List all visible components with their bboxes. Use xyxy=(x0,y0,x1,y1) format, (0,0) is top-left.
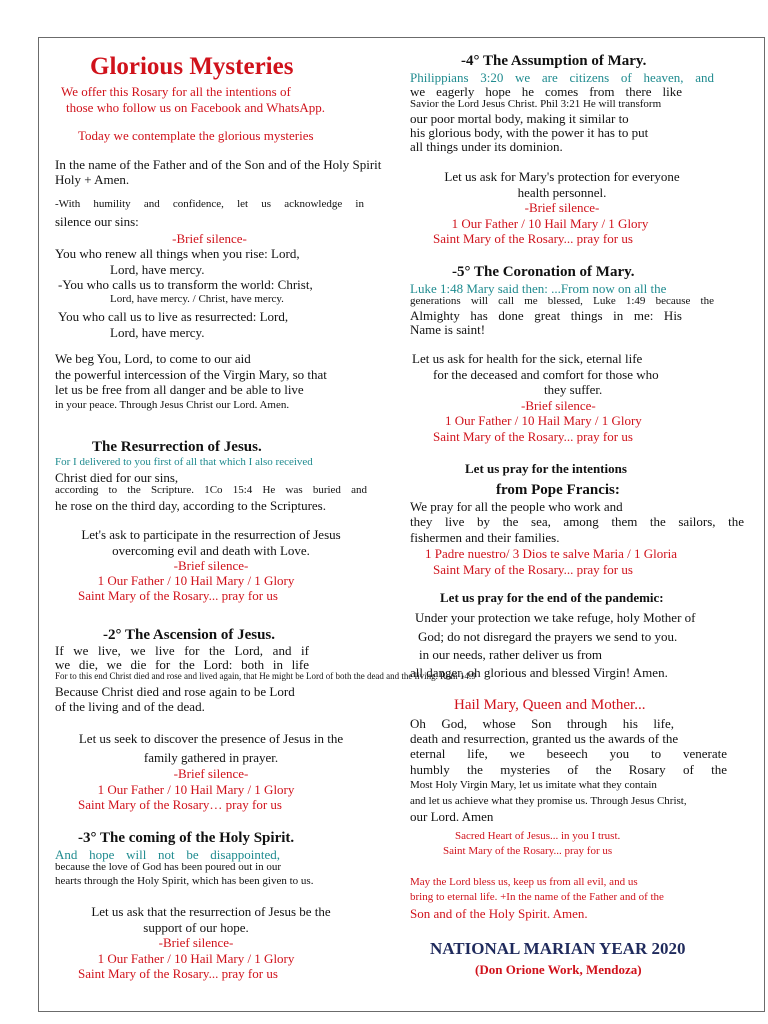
pandemic-line-3: in our needs, rather deliver us from xyxy=(419,647,603,662)
pandemic-line-1: Under your protection we take refuge, holy Mother of xyxy=(415,610,696,625)
renew-line-1: You who renew all things when you rise: Lord, xyxy=(55,246,300,261)
assumption-line-2: we eagerly hope he comes from there like xyxy=(410,84,682,99)
ascension-line-5: of the living and of the dead. xyxy=(55,699,205,714)
live-line-2: Lord, have mercy. xyxy=(110,325,205,340)
ascension-prayer: 1 Our Father / 10 Hail Mary / 1 Glory xyxy=(97,782,295,797)
offer-line-2: those who follow us on Facebook and WhatsApp. xyxy=(66,100,326,115)
hail-line-1: Oh God, whose Son through his life, xyxy=(410,716,674,731)
resurrection-line-6: overcoming evil and death with Love. xyxy=(112,543,310,558)
blessing-line-2: bring to eternal life. +In the name of the Father and of the xyxy=(410,891,664,903)
coronation-line-6: for the deceased and comfort for those who xyxy=(433,367,659,382)
hail-line-7: our Lord. Amen xyxy=(410,809,494,824)
national-marian-year: NATIONAL MARIAN YEAR 2020 xyxy=(430,939,686,958)
pope-line-1: We pray for all the people who work and xyxy=(410,499,623,514)
humility-line-1: -With humility and confidence, let us acknowledge in xyxy=(55,198,364,210)
call-line-2: Lord, have mercy. / Christ, have mercy. xyxy=(110,293,284,305)
holy-spirit-prayer: 1 Our Father / 10 Hail Mary / 1 Glory xyxy=(97,951,295,966)
resurrection-line-5: Let's ask to participate in the resurrection of Jesus xyxy=(81,527,341,542)
assumption-prayer: 1 Our Father / 10 Hail Mary / 1 Glory xyxy=(451,216,649,231)
coronation-saint: Saint Mary of the Rosary... pray for us xyxy=(433,429,633,444)
coronation-line-7: they suffer. xyxy=(544,382,603,397)
ascension-line-7: family gathered in prayer. xyxy=(143,750,279,765)
holy-spirit-line-2: because the love of God has been poured out in our xyxy=(55,861,282,873)
assumption-saint: Saint Mary of the Rosary... pray for us xyxy=(433,231,633,246)
ascension-line-4: Because Christ died and rose again to be Lord xyxy=(55,684,295,699)
coronation-title: -5° The Coronation of Mary. xyxy=(452,264,635,280)
resurrection-saint: Saint Mary of the Rosary... pray for us xyxy=(78,588,278,603)
resurrection-prayer: 1 Our Father / 10 Hail Mary / 1 Glory xyxy=(97,573,295,588)
beg-line-2: the powerful intercession of the Virgin Mary, so that xyxy=(55,367,327,382)
ascension-line-6: Let us seek to discover the presence of Jesus in the xyxy=(78,731,344,746)
resurrection-line-1: For I delivered to you first of all that which I also received xyxy=(55,456,313,468)
ascension-title: -2° The Ascension of Jesus. xyxy=(103,627,275,643)
ascension-saint: Saint Mary of the Rosary… pray for us xyxy=(78,797,282,812)
coronation-line-2: generations will call me blessed, Luke 1:49 because the xyxy=(410,295,714,307)
don-orione-work: (Don Orione Work, Mendoza) xyxy=(475,962,642,977)
holy-spirit-line-1: And hope will not be disappointed, xyxy=(55,847,280,862)
assumption-line-4: our poor mortal body, making it similar to xyxy=(410,111,629,126)
pope-line-3: fishermen and their families. xyxy=(410,530,560,545)
ascension-line-3: For to this end Christ died and rose and lived again, that He might be Lord of both the dead and the living. Rom 14:9 xyxy=(55,671,476,681)
holy-spirit-brief-silence: -Brief silence- xyxy=(158,935,234,950)
hail-line-4: humbly the mysteries of the Rosary of the xyxy=(410,762,727,777)
hail-line-3: eternal life, we beseech you to venerate xyxy=(410,746,727,761)
pandemic-line-4: all danger, oh glorious and blessed Virgin! Amen. xyxy=(410,665,668,680)
sacred-heart-saint: Saint Mary of the Rosary... pray for us xyxy=(443,845,613,857)
holy-spirit-line-4: Let us ask that the resurrection of Jesus be the xyxy=(91,904,331,919)
beg-line-3: let us be free from all danger and be able to live xyxy=(55,382,304,397)
assumption-line-8: health personnel. xyxy=(517,185,607,200)
pope-title-line-2: from Pope Francis: xyxy=(496,482,620,498)
ascension-brief-silence: -Brief silence- xyxy=(173,766,249,781)
assumption-line-7: Let us ask for Mary's protection for everyone xyxy=(444,169,680,184)
coronation-brief-silence: -Brief silence- xyxy=(521,398,596,413)
assumption-line-3: Savior the Lord Jesus Christ. Phil 3:21 He will transform xyxy=(410,98,662,110)
coronation-line-3: Almighty has done great things in me: His xyxy=(410,308,682,323)
assumption-line-5: his glorious body, with the power it has to put xyxy=(410,125,649,140)
coronation-line-1: Luke 1:48 Mary said then: ...From now on all the xyxy=(410,281,667,296)
call-line-1: -You who calls us to transform the world: Christ, xyxy=(58,277,313,292)
pope-prayer: 1 Padre nuestro/ 3 Dios te salve Maria / 1 Gloria xyxy=(425,546,677,561)
offer-line-1: We offer this Rosary for all the intentions of xyxy=(61,84,291,99)
pope-saint: Saint Mary of the Rosary... pray for us xyxy=(433,562,633,577)
hail-line-6: and let us achieve what they promise us. Through Jesus Christ, xyxy=(410,795,687,807)
coronation-line-5: Let us ask for health for the sick, eternal life xyxy=(412,351,643,366)
pandemic-title: Let us pray for the end of the pandemic: xyxy=(440,590,664,605)
renew-line-2: Lord, have mercy. xyxy=(110,262,205,277)
live-line-1: You who call us to live as resurrected: Lord, xyxy=(58,309,289,324)
ascension-line-2: we die, we die for the Lord: both in life xyxy=(55,657,309,672)
page-title: Glorious Mysteries xyxy=(90,53,294,80)
assumption-brief-silence: -Brief silence- xyxy=(524,200,600,215)
holy-spirit-line-5: support of our hope. xyxy=(143,920,249,935)
resurrection-title: The Resurrection of Jesus. xyxy=(92,439,262,455)
ascension-line-1: If we live, we live for the Lord, and if xyxy=(55,643,309,658)
hail-line-5: Most Holy Virgin Mary, let us imitate what they contain xyxy=(410,779,657,791)
hail-line-2: death and resurrection, granted us the awards of the xyxy=(410,731,679,746)
sign-cross-line-1: In the name of the Father and of the Son and of the Holy Spirit xyxy=(55,157,382,172)
coronation-line-4: Name is saint! xyxy=(410,322,486,337)
holy-spirit-line-3: hearts through the Holy Spirit, which has been given to us. xyxy=(55,875,314,887)
resurrection-line-4: he rose on the third day, according to the Scriptures. xyxy=(55,498,326,513)
today-line: Today we contemplate the glorious mysteries xyxy=(78,128,314,143)
sacred-heart-line: Sacred Heart of Jesus... in you I trust. xyxy=(455,830,621,842)
resurrection-line-3: according to the Scripture. 1Co 15:4 He was buried and xyxy=(55,484,367,496)
assumption-title: -4° The Assumption of Mary. xyxy=(461,53,647,69)
blessing-line-1: May the Lord bless us, keep us from all evil, and us xyxy=(410,876,638,888)
pandemic-line-2: God; do not disregard the prayers we send to you. xyxy=(418,629,678,644)
coronation-prayer: 1 Our Father / 10 Hail Mary / 1 Glory xyxy=(445,413,642,428)
pope-line-2: they live by the sea, among them the sailors, the xyxy=(410,514,744,529)
resurrection-line-2: Christ died for our sins, xyxy=(55,470,179,485)
blessing-line-3: Son and of the Holy Spirit. Amen. xyxy=(410,906,588,921)
holy-spirit-saint: Saint Mary of the Rosary... pray for us xyxy=(78,966,278,981)
humility-line-2: silence our sins: xyxy=(55,214,139,229)
resurrection-brief-silence: -Brief silence- xyxy=(173,558,249,573)
brief-silence-opening: -Brief silence- xyxy=(172,231,247,246)
beg-line-1: We beg You, Lord, to come to our aid xyxy=(55,351,251,366)
holy-spirit-title: -3° The coming of the Holy Spirit. xyxy=(78,830,295,846)
assumption-line-6: all things under its dominion. xyxy=(410,139,563,154)
assumption-line-1: Philippians 3:20 we are citizens of heaven, and xyxy=(410,70,714,85)
pope-title-line-1: Let us pray for the intentions xyxy=(465,461,627,476)
hail-mary-title: Hail Mary, Queen and Mother... xyxy=(454,697,646,713)
sign-cross-line-2: Holy + Amen. xyxy=(55,172,130,187)
beg-line-4: in your peace. Through Jesus Christ our Lord. Amen. xyxy=(55,399,290,411)
